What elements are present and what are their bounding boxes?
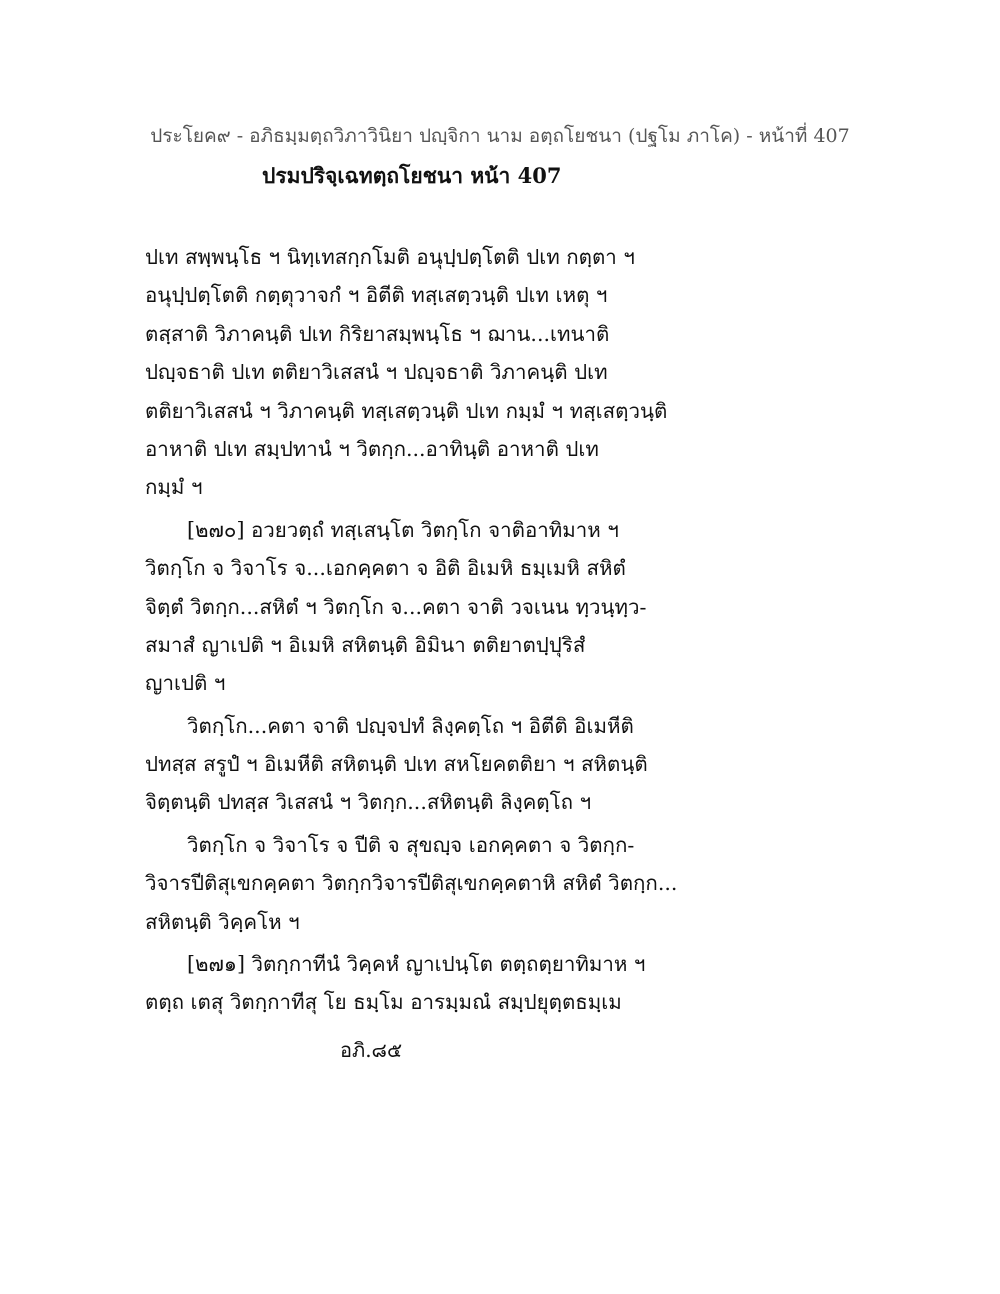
text-line: วิตกฺโก จ วิจาโร จ ปีติ จ สุขญฺจ เอกคฺคตา จ วิตกฺก- — [187, 832, 635, 857]
text-line: [๒๗๑] วิตกฺกาทีนํ วิคฺคหํ ญาเปนฺโต ตตฺถตฺยาทิมาห ฯ — [187, 952, 646, 977]
text-line: สหิตนฺติ วิคฺคโห ฯ — [145, 909, 300, 934]
page-subheader: ปรมปริจฺเฉทตฺถโยชนา หน้า 407 — [262, 163, 562, 188]
page-footer: อภิ.๘๕ — [340, 1038, 403, 1062]
text-line: วิตกฺโก...คตา จาติ ปญฺจปทํ ลิงฺคตฺโถ ฯ อิตีติ อิเมหีติ — [187, 713, 634, 738]
text-line: ปเท สพฺพนฺโธ ฯ นิทฺเทสกฺกโมติ อนุปฺปตฺโตติ ปเท กตฺตา ฯ — [145, 245, 635, 269]
page-header: ประโยค๙ - อภิธมฺมตฺถวิภาวินิยา ปญฺจิกา นาม อตฺถโยชนา (ปฐโม ภาโค) - หน้าที่ 407 — [150, 125, 850, 147]
text-line: สมาสํ ญาเปติ ฯ อิเมหิ สหิตนฺติ อิมินา ตติยาตปฺปุริสํ — [145, 632, 586, 657]
text-line: กมฺมํ ฯ — [145, 475, 203, 500]
text-line: วิจารปีติสุเขกคฺคตา วิตกฺกวิจารปีติสุเขกคฺคตาหิ สหิตํ วิตกฺก... — [145, 871, 678, 896]
text-line: อนุปฺปตฺโตติ กตฺตุวาจกํ ฯ อิตีติ ทสฺเสตฺวนฺติ ปเท เหตุ ฯ — [145, 283, 608, 308]
text-line: อาหาติ ปเท สมฺปทานํ ฯ วิตกฺก...อาทินฺติ อาหาติ ปเท — [145, 436, 599, 461]
body-text — [145, 238, 705, 1022]
text-line: วิตกฺโก จ วิจาโร จ...เอกคฺคตา จ อิติ อิเมหิ ธมฺเมหิ สหิตํ — [145, 556, 626, 581]
text-line: จิตฺตํ วิตกฺก...สหิตํ ฯ วิตกฺโก จ...คตา จาติ วจเนน ทฺวนฺทฺว- — [145, 594, 647, 619]
text-line: ตสฺสาติ วิภาคนฺติ ปเท กิริยาสมฺพนฺโธ ฯ ฌาน...เทนาติ — [145, 321, 610, 346]
text-line: ปญฺจธาติ ปเท ตติยาวิเสสนํ ฯ ปญฺจธาติ วิภาคนฺติ ปเท — [145, 360, 608, 385]
text-line: จิตฺตนฺติ ปทสฺส วิเสสนํ ฯ วิตกฺก...สหิตนฺติ ลิงฺคตฺโถ ฯ — [145, 790, 592, 815]
text-line: ตติยาวิเสสนํ ฯ วิภาคนฺติ ทสฺเสตฺวนฺติ ปเท กมฺมํ ฯ ทสฺเสตฺวนฺติ — [145, 398, 668, 423]
text-line: [๒๗๐] อวยวตฺถํ ทสฺเสนฺโต วิตกฺโก จาติอาทิมาห ฯ — [187, 517, 619, 542]
text-line: ญาเปติ ฯ — [145, 671, 226, 696]
text-line: ตตฺถ เตสุ วิตกฺกาทีสุ โย ธมฺโม อารมฺมณํ สมฺปยุตฺตธมฺเม — [145, 990, 622, 1015]
text-line: ปทสฺส สรูปํ ฯ อิเมหีติ สหิตนฺติ ปเท สหโยคตติยา ฯ สหิตนฺติ — [145, 752, 648, 777]
